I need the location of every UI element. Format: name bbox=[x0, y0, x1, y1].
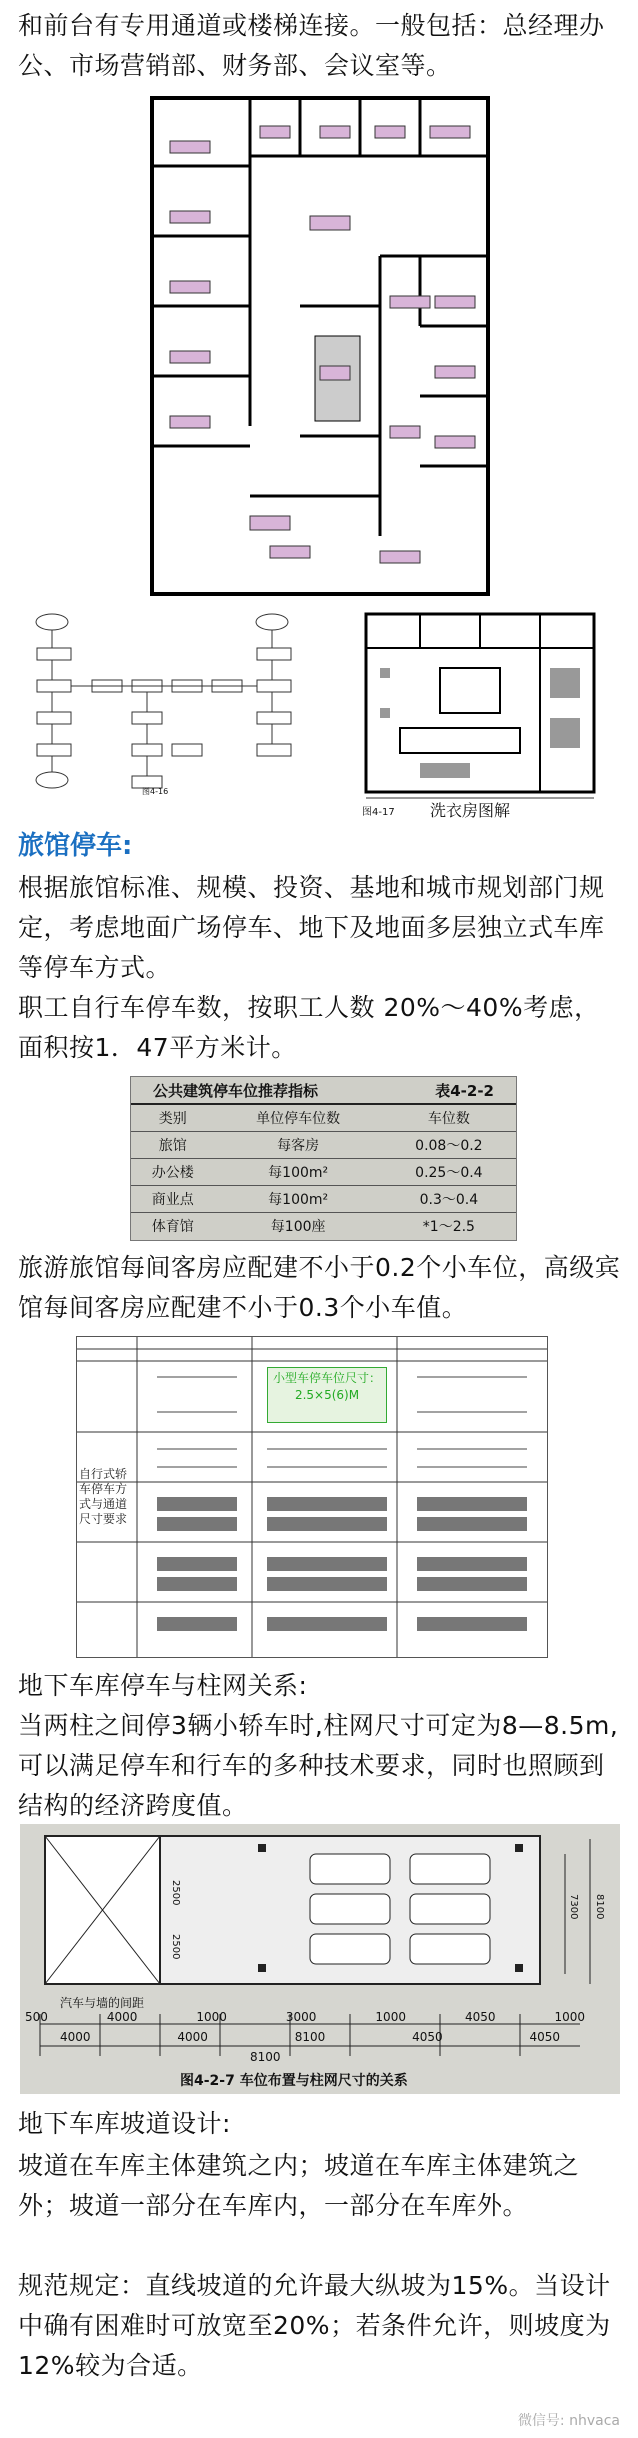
diagram-side-label: 自行式轿车停车方式与通道尺寸要求 bbox=[79, 1467, 128, 1526]
table-header: 单位停车位数 bbox=[215, 1104, 382, 1132]
dimension-label: 1000 bbox=[554, 2010, 585, 2024]
table-row bbox=[131, 1132, 516, 1159]
table-title: 公共建筑停车位推荐指标 bbox=[153, 1081, 319, 1100]
table-cell: 0.08～0.2 bbox=[382, 1132, 516, 1159]
dimension-label: 4050 bbox=[529, 2030, 560, 2044]
intro-paragraph: 和前台有专用通道或楼梯连接。一般包括：总经理办公、市场营销部、财务部、会议室等。 bbox=[18, 11, 605, 80]
table-cell: 0.25～0.4 bbox=[382, 1159, 516, 1186]
dimension-row-top bbox=[25, 2010, 585, 2024]
wechat-watermark: 微信号: nhvaca bbox=[517, 2413, 620, 2429]
parking-index-table bbox=[130, 1076, 517, 1241]
dimension-label: 500 bbox=[25, 2010, 48, 2024]
vertical-dimension: 7300 bbox=[568, 1894, 579, 1920]
dimension-label: 1000 bbox=[196, 2010, 227, 2024]
hotel-parking-heading: 旅馆停车: bbox=[18, 831, 133, 861]
table-cell: 商业点 bbox=[131, 1186, 215, 1213]
table-number: 表4-2-2 bbox=[435, 1081, 494, 1100]
dimension-label: 1000 bbox=[375, 2010, 406, 2024]
dimension-label: 4050 bbox=[412, 2030, 443, 2044]
paragraph-bicycle: 职工自行车停车数，按职工人数 20%～40%考虑，面积按1．47平方米计。 bbox=[18, 993, 600, 1062]
dimension-row-bottom bbox=[60, 2030, 560, 2044]
table-row bbox=[131, 1186, 516, 1213]
flowchart-label: 图4-16 bbox=[142, 787, 169, 796]
table-row bbox=[131, 1159, 516, 1186]
table-header-row bbox=[131, 1104, 516, 1132]
table-cell: 旅馆 bbox=[131, 1132, 215, 1159]
laundry-plan bbox=[360, 608, 600, 818]
dimension-label: 8100 bbox=[294, 2030, 326, 2044]
ramp-heading: 地下车库坡道设计: bbox=[18, 2109, 231, 2138]
laundry-flowchart bbox=[22, 608, 322, 800]
parking-size-badge: 小型车停车位尺寸：2.5×5(6)M bbox=[267, 1367, 387, 1423]
column-grid-figure bbox=[20, 1824, 620, 2094]
office-floor-plan bbox=[150, 96, 490, 596]
paragraph-column-grid: 当两柱之间停3辆小轿车时,柱网尺寸可定为8—8.5m,可以满足停车和行车的多种技术要求，同时也照顾到结构的经济跨度值。 bbox=[18, 1711, 619, 1820]
table-cell: 0.3～0.4 bbox=[382, 1186, 516, 1213]
underground-heading: 地下车库停车与柱网关系: bbox=[18, 1671, 308, 1700]
dimension-label: 4000 bbox=[177, 2030, 208, 2044]
dimension-label: 4050 bbox=[464, 2010, 496, 2024]
parking-layout-diagram bbox=[76, 1336, 548, 1658]
laundry-caption: 洗衣房图解 bbox=[430, 801, 511, 818]
paragraph-hotel-spaces: 旅游旅馆每间客房应配建不小于0.2个小车位，高级宾馆每间客房应配建不小于0.3个小车值。 bbox=[18, 1253, 621, 1322]
table-cell: 办公楼 bbox=[131, 1159, 215, 1186]
vertical-dimension: 2500 bbox=[170, 1880, 181, 1906]
grid-caption: 图4-2-7 车位布置与柱网尺寸的关系 bbox=[180, 2073, 408, 2089]
table-cell: 每100m² bbox=[215, 1186, 382, 1213]
paragraph-ramp-types: 坡道在车库主体建筑之内；坡道在车库主体建筑之外；坡道一部分在车库内，一部分在车库外。 bbox=[18, 2151, 580, 2220]
grid-annotation: 汽车与墙的间距 bbox=[60, 1996, 145, 2010]
table-row bbox=[131, 1213, 516, 1240]
table-header: 车位数 bbox=[382, 1104, 516, 1132]
paragraph-ramp-slope: 规范规定：直线坡道的允许最大纵坡为15%。当设计中确有困难时可放宽至20%；若条件允许，则坡度为12%较为合适。 bbox=[18, 2271, 611, 2380]
dimension-label: 3000 bbox=[285, 2010, 317, 2024]
table-header: 类别 bbox=[131, 1104, 215, 1132]
dimension-total: 8100 bbox=[250, 2050, 281, 2064]
vertical-dimension: 2500 bbox=[170, 1934, 181, 1960]
table-cell: 每100座 bbox=[215, 1213, 382, 1240]
table-cell: 每客房 bbox=[215, 1132, 382, 1159]
dimension-label: 4000 bbox=[60, 2030, 91, 2044]
dimension-label: 4000 bbox=[106, 2010, 138, 2024]
table-cell: *1～2.5 bbox=[382, 1213, 516, 1240]
table-cell: 体育馆 bbox=[131, 1213, 215, 1240]
paragraph-parking-methods: 根据旅馆标准、规模、投资、基地和城市规划部门规定，考虑地面广场停车、地下及地面多层独立式车库等停车方式。 bbox=[18, 873, 605, 982]
vertical-dimension: 8100 bbox=[594, 1894, 605, 1920]
laundry-fig-label: 图4-17 bbox=[362, 807, 395, 818]
table-cell: 每100m² bbox=[215, 1159, 382, 1186]
